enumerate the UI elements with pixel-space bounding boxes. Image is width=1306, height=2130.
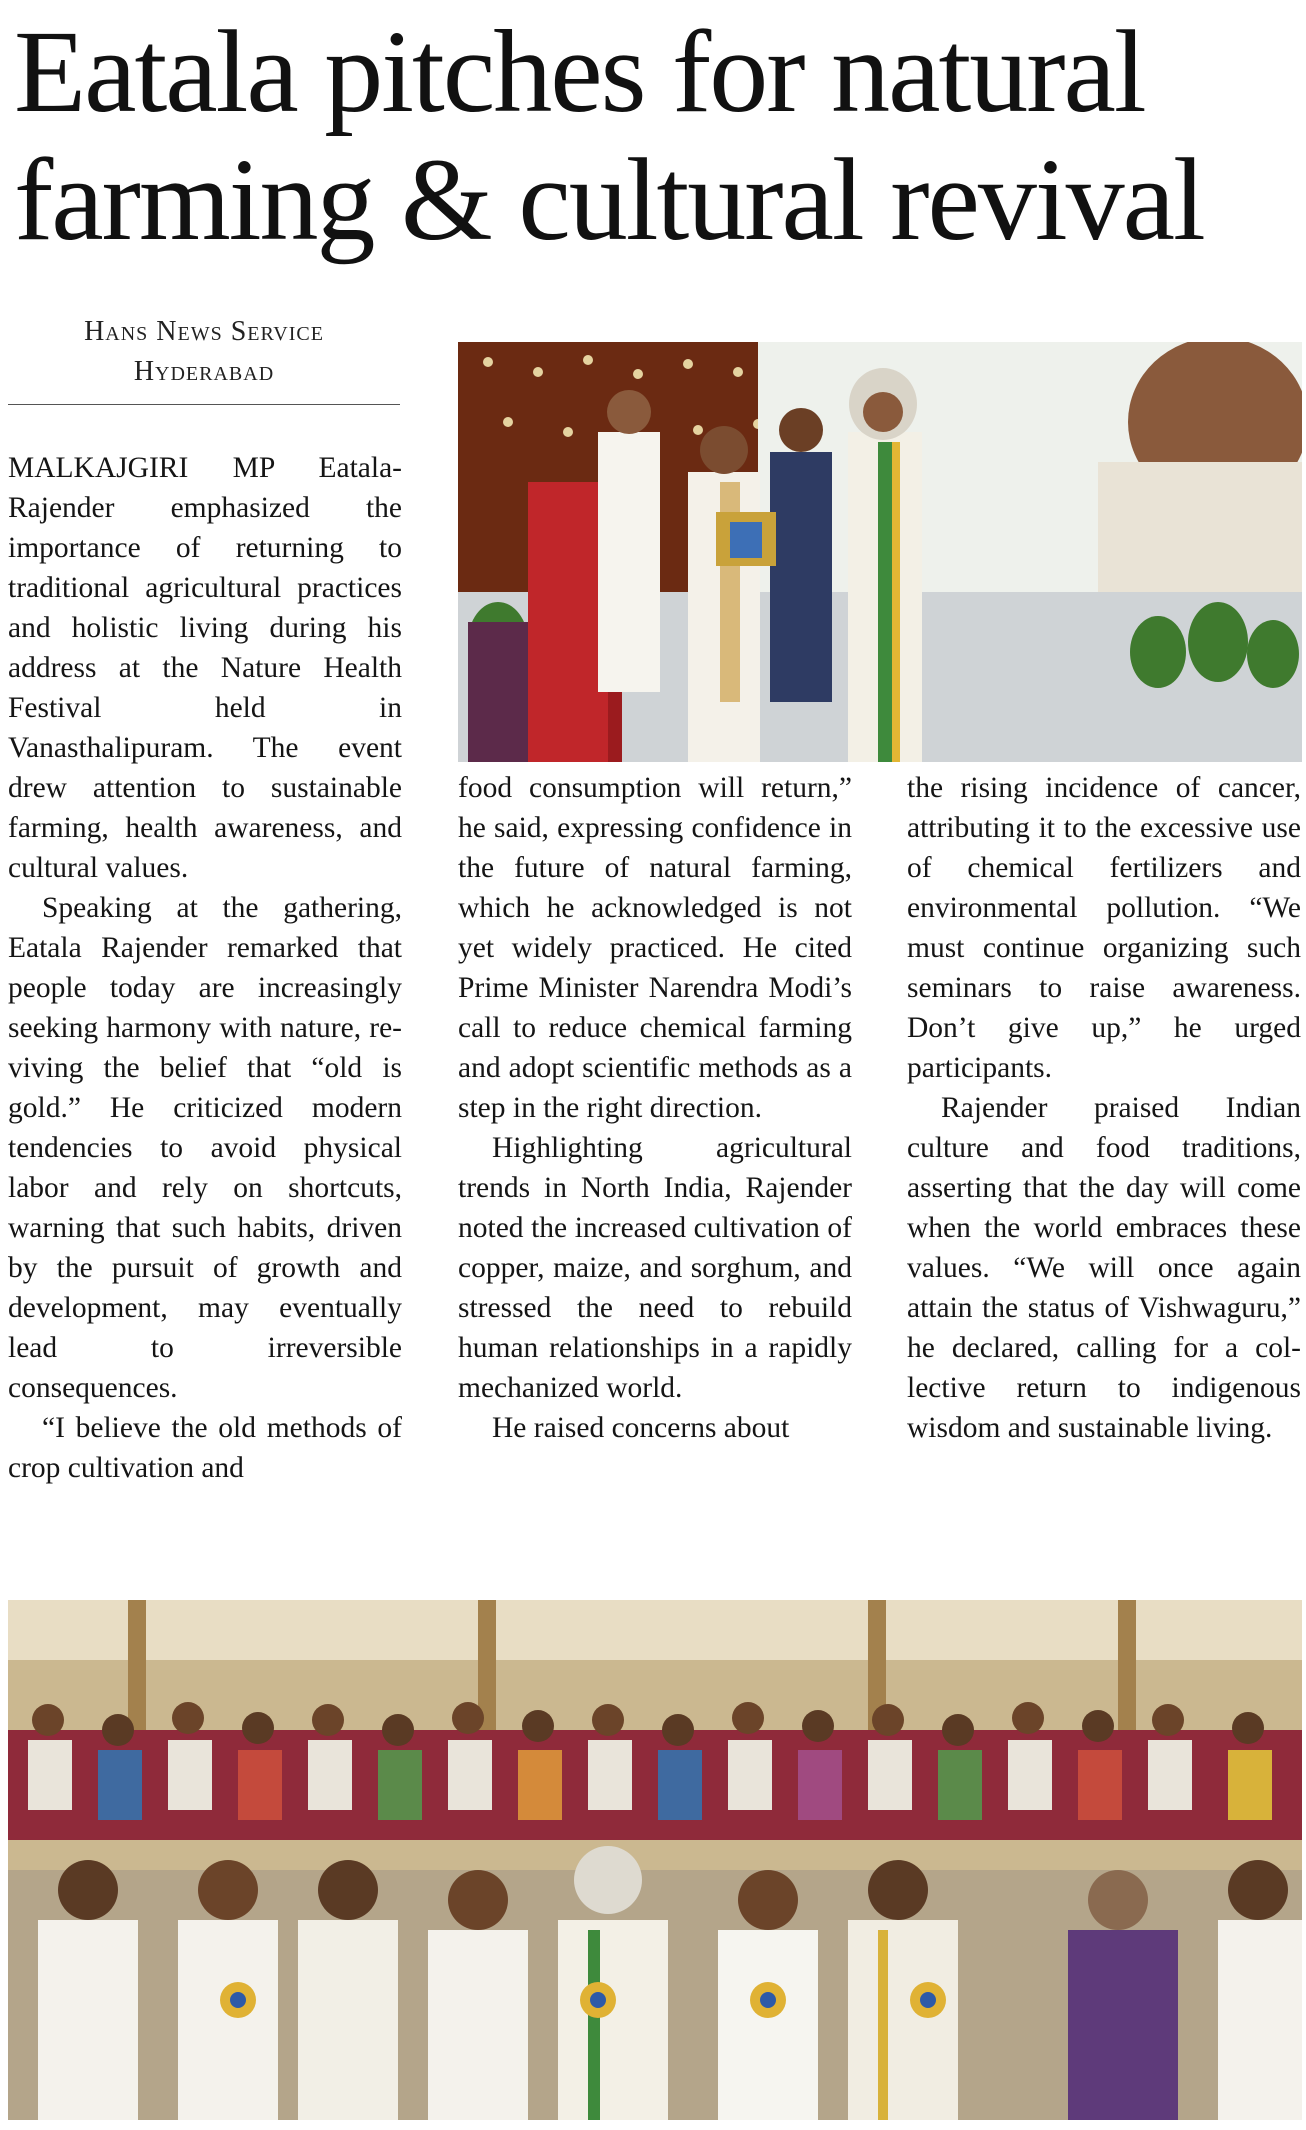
headline-line-2: farming & cultural revival	[14, 134, 1204, 265]
paragraph: MALKAJGIRI MP Eatala-Rajender emphasized the importance of returning to traditional agricultural practices and holistic living during his address at the Nature Health Festival held in Vanasthalipuram. The event drew attention to sustainable farming, health awareness, and cultural values.	[8, 452, 402, 884]
audience-photo	[8, 1600, 1302, 2120]
paragraph: He raised concerns about	[492, 1412, 790, 1444]
byline-agency: Hans News Service	[84, 316, 324, 347]
paragraph: Rajender praised Indian culture and food traditions, asserting that the day will come when the world embraces these values. “We will once again attain the status of Vishwaguru,” he declared, calling for a collective return to indigenous wisdom and sustainable living.	[907, 1092, 1301, 1444]
article-column-3	[907, 768, 1301, 1448]
article-column-1	[8, 448, 402, 1488]
paragraph: Highlighting agricultural trends in North India, Rajender noted the increased cultivation of copper, maize, and sorghum, and stressed the need to rebuild human relationships in a rapidly mechanized world.	[458, 1132, 852, 1404]
paragraph: food consumption will return,” he said, expressing confidence in the future of natural farming, which he acknowledged is not yet widely practiced. He cited Prime Minister Narendra Modi’s call to reduce chemical farming and adopt scientific methods as a step in the right direction.	[458, 772, 852, 1124]
paragraph: the rising incidence of cancer, attributing it to the excessive use of chemical fertilizers and environmental pollution. “We must continue organizing such seminars to raise awareness. Don’t give up,” he urged participants.	[907, 772, 1301, 1084]
byline-city: Hyderabad	[133, 356, 275, 387]
headline	[14, 8, 1294, 264]
paragraph: “I believe the old methods of crop cultivation and	[8, 1412, 402, 1484]
article-column-2	[458, 768, 852, 1448]
stage-felicitation-photo	[458, 342, 1302, 762]
byline-divider	[8, 404, 400, 405]
audience-photo-illustration	[8, 1600, 1302, 2120]
byline	[8, 312, 400, 392]
headline-line-1: Eatala pitches for natural	[14, 6, 1145, 137]
stage-photo-illustration	[458, 342, 1302, 762]
paragraph: Speaking at the gathering, Eatala Rajender remarked that people today are increasingly seeking harmony with nature, reviving the belief that “old is gold.” He criticized modern tendencies to avoid physical labor and rely on shortcuts, warning that such habits, driven by the pursuit of growth and development, may eventually lead to irreversible consequences.	[8, 892, 402, 1404]
